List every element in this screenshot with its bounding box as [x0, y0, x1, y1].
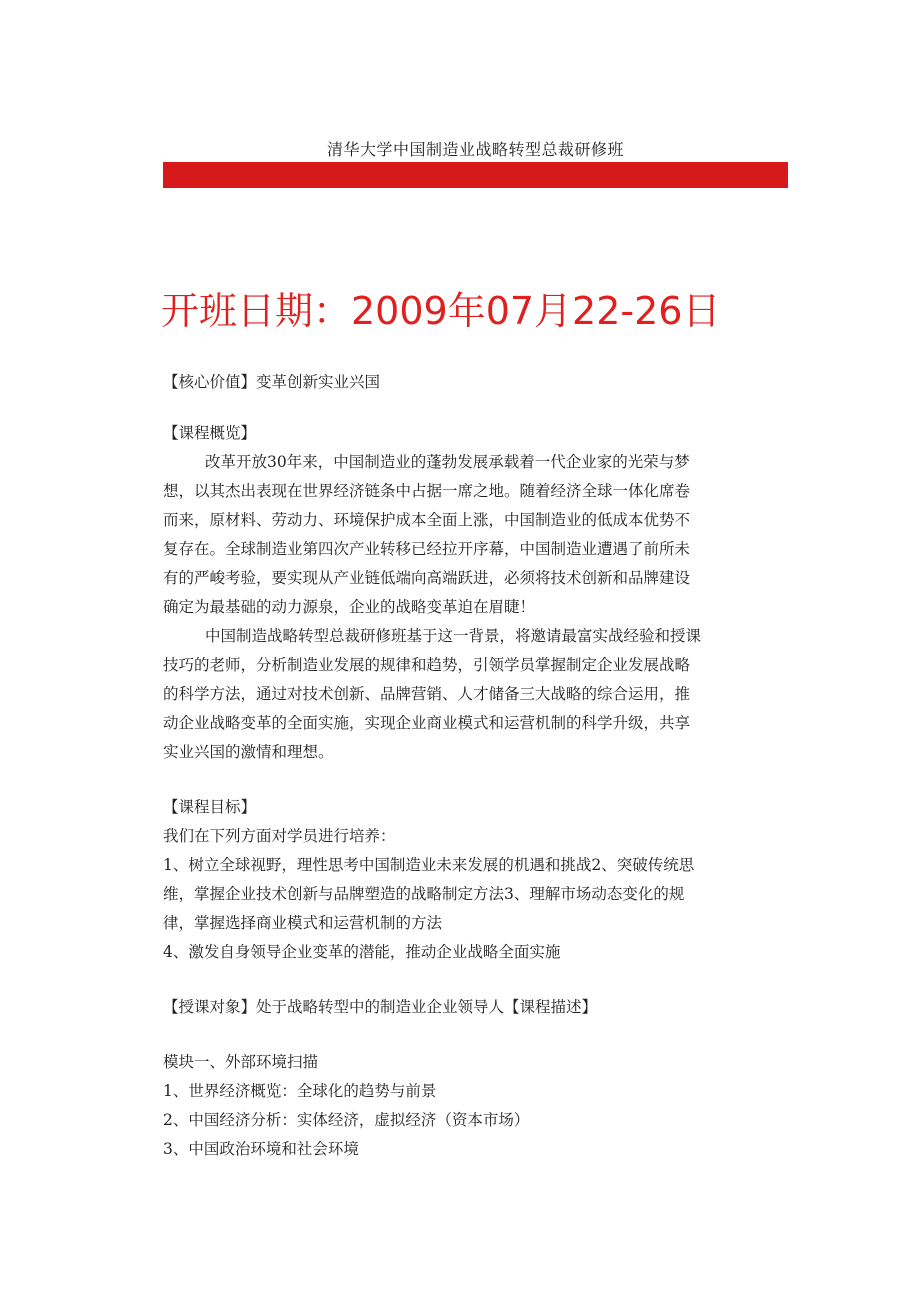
core-value-label: 【核心价值】 [163, 373, 257, 391]
module1-item: 1、世界经济概览：全球化的趋势与前景 [163, 1082, 437, 1100]
module1-item: 3、中国政治环境和社会环境 [163, 1140, 359, 1158]
overview-p2-line: 技巧的老师，分析制造业发展的规律和趋势，引领学员掌握制定企业发展战略 [163, 656, 691, 674]
goals-intro: 我们在下列方面对学员进行培养： [163, 827, 396, 845]
audience-text: 处于战略转型中的制造业企业领导人 [256, 998, 505, 1016]
module1-item: 2、中国经济分析：实体经济，虚拟经济（资本市场） [163, 1111, 530, 1129]
header-title: 清华大学中国制造业战略转型总裁研修班 [326, 140, 624, 159]
header-red-bar [163, 162, 788, 188]
opening-date: 开班日期：2009年07月22-26日 [161, 289, 721, 333]
overview-p2-line: 动企业战略变革的全面实施，实现企业商业模式和运营机制的科学升级，共享 [163, 714, 691, 732]
overview-p1-line: 确定为最基础的动力源泉，企业的战略变革迫在眉睫！ [163, 598, 536, 616]
overview-p1-line: 有的严峻考验，要实现从产业链低端向高端跃进，必须将技术创新和品牌建设 [163, 569, 691, 587]
module1-title: 模块一、外部环境扫描 [163, 1053, 319, 1071]
audience-line [163, 993, 753, 1022]
goals-line: 律，掌握选择商业模式和运营机制的方法 [163, 914, 443, 932]
overview-p1-line: 复存在。全球制造业第四次产业转移已经拉开序幕，中国制造业遭遇了前所未 [163, 540, 691, 558]
core-value-text: 变革创新实业兴国 [256, 373, 381, 391]
core-value-line [163, 368, 753, 397]
overview-p1-line: 想，以其杰出表现在世界经济链条中占据一席之地。随着经济全球一体化席卷 [163, 482, 691, 500]
overview-p2-line: 实业兴国的激情和理想。 [163, 743, 334, 761]
description-label: 【课程描述】 [504, 998, 598, 1016]
goals-line: 维，掌握企业技术创新与品牌塑造的战略制定方法3、理解市场动态变化的规 [163, 885, 685, 903]
spacer [163, 767, 753, 793]
document-body [163, 368, 753, 1164]
overview-p1-line: 而来，原材料、劳动力、环境保护成本全面上涨，中国制造业的低成本优势不 [163, 511, 691, 529]
goals-heading: 【课程目标】 [163, 798, 257, 816]
overview-p2-line: 的科学方法，通过对技术创新、品牌营销、人才储备三大战略的综合运用，推 [163, 685, 691, 703]
spacer [163, 397, 753, 419]
overview-p1-line: 改革开放30年来，中国制造业的蓬勃发展承载着一代企业家的光荣与梦 [205, 453, 690, 471]
goals-line: 4、激发自身领导企业变革的潜能，推动企业战略全面实施 [163, 943, 561, 961]
spacer [163, 967, 753, 993]
spacer [163, 1022, 753, 1048]
overview-p2-line: 中国制造战略转型总裁研修班基于这一背景，将邀请最富实战经验和授课 [205, 627, 702, 645]
overview-heading: 【课程概览】 [163, 424, 257, 442]
audience-label: 【授课对象】 [163, 998, 257, 1016]
goals-line: 1、树立全球视野，理性思考中国制造业未来发展的机遇和挑战2、突破传统思 [163, 856, 695, 874]
